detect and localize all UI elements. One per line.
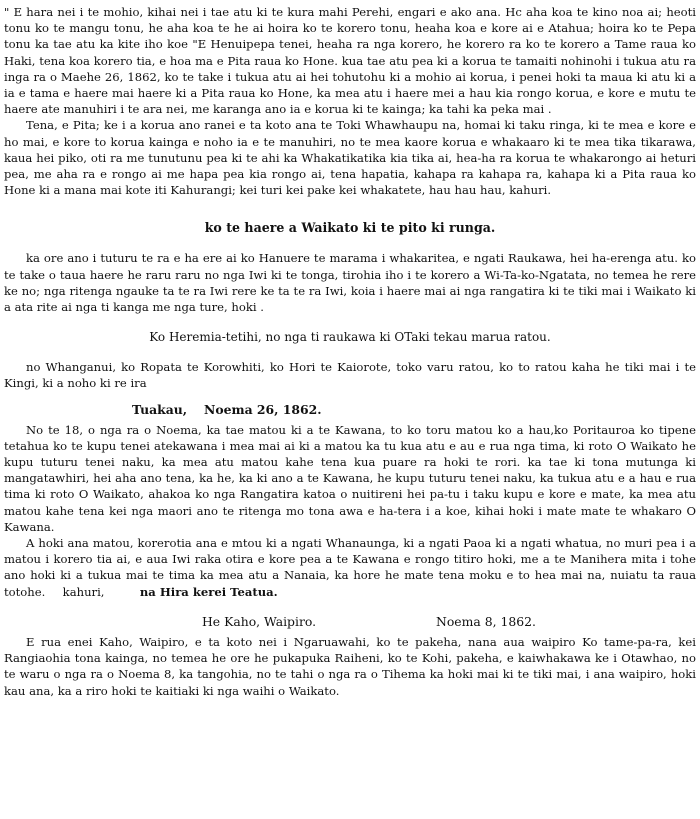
section-heading-waikato: ko te haere a Waikato ki te pito ki runga. (204, 220, 496, 236)
tuakau-closing: kahuri, (62, 584, 105, 599)
article-paragraph-1: " E hara nei i te mohio, kihai nei i tae atu ki te kura mahi Perehi, engari e ako ana. Hc aha koa te kino noa ai; heoti tonu ko te mangu tonu, he aha koa te he ai hoira ko te korero tonu, heaha koa e kore ai e Atahua; hoira ko te Pepa tonu ka tae atu ka kite iho koe "E Henuipepa tenei, heaha ra nga korero, he korero ra ko te korero a Tame raua ko Haki, tena koa korero tia, e hoa ma e Pita raua ko Hone. kua tae atu pea ki a korua te tamaiti nohinohi i tukua atu ra inga ra o Maehe 26, 1862, ko te take i tukua atu ai hei tohutohu ki a mohio ai korua, i penei hoki ta maua ki atu ki a ia e tama e haere mai haere ki a Pita raua ko Hone, ka mea atu i haere mei a hau kia rongo korua, e kore e mutu te haere ate manuhiri i te ara nei, me karanga ano ia e korua ki te kainga; ka tahi ka peka mai . (4, 5, 696, 117)
tuakau-place: Tuakau, (132, 401, 188, 417)
tuakau-paragraph-2-text: A hoki ana matou, korerotia ana e mtou ki a ngati Whanaunga, ki a ngati Paoa ki a ngati whatua, no muri pea i a matou i korero tia ai, e aua Iwi raka otira e kore pea a te Kawana e rongo titiro hoki, me a te Manihera mita i tohe ano hoki ki a tukua mai te tima ka mea atu a Nanaia, ka hore he mate tena moku e to hea mai na, nuiatu ta raua totohe. (4, 536, 696, 599)
kaho-date: Noema 8, 1862. (436, 613, 536, 629)
tuakau-dateline (4, 402, 696, 420)
tuakau-paragraph-2 (4, 535, 696, 600)
kaho-dateline (4, 614, 696, 632)
article-paragraph-2: Tena, e Pita; ke i a korua ano ranei e ta koto ana te Toki Whawhaupu na, homai ki taku ringa, ki te mea e kore e ho mai, e kore to korua kainga e noho ia e te manuhiri, no te mea kaore korua e whakaaro ki te mea tika tikarawa, kaua hei piko, oti ra me tunutunu pea ki te ahi ka Whakatikatika kia tika ai, hea-ha ra korua te whakarongo ai heturi pea, me aha ra e rongo ai me hapa pea kia rongo ai, tena hapatia, kahapa ra kahapa ra, kahapa ki a Pita raua ko Hone ki a mana mai kote iti Kahurangi; kei turi kei pake kei whakatete, hau hau hau, kahuri. (4, 118, 696, 198)
tuakau-paragraph-1: No te 18, o nga ra o Noema, ka tae matou ki a te Kawana, to ko toru matou ko a hau,ko Poritauroa ko tipene tetahua ko te kupu tenei atekawana i mea mai ai ki a matou ka tu kua atu e au e rua nga tima, ki roto O Waikato he kupu tuturu tenei naku, ka mea atu matou kahe tena kua puare ra hoki te rori. ka tae ki tona mutunga ki mangatawhiri, hei aha ano tena, ka he, ka ki ano a te Kawana, he kupu tuturu tenei naku, ka tukua atu e a hau e rua tima ki roto O Waikato, ahakoa ko nga Rangatira katoa o nuitireni hei pa-tu i taku kupu e kore e mate, ka mea atu matou kahe tena kei nga maori ano te ritenga mo tona awa e ha-tera i a koe, kihai hoki i mate mate te whakaro O Kawana. (4, 422, 696, 534)
heremia-subheading: Ko Heremia-tetihi, no nga ti raukawa ki OTaki tekau marua ratou. (149, 330, 551, 345)
tuakau-signature: na Hira kerei Teatua. (139, 584, 278, 599)
whanganui-paragraph: no Whanganui, ko Ropata te Korowhiti, ko Hori te Kaiorote, toko varu ratou, ko to ratou kaha he tiki mai i te Kingi, ki a noho ki re ira (4, 360, 696, 391)
kaho-place: He Kaho, Waipiro. (202, 613, 317, 629)
kaho-paragraph-1: E rua enei Kaho, Waipiro, e ta koto nei i Ngaruawahi, ko te pakeha, nana aua waipiro Ko tame-pa-ra, kei Rangiaohia tona kainga, no temea he ore he pukapuka Raiheni, ko te Kohi, pakeha, e kaiwhakawa ke i Otawhao, no te waru o nga ra o Noema 8, ka tangohia, no te tahi o nga ra o Tihema ka hoki mai ki te tiki mai, i ana waipiro, hoki kau ana, ka a riro hoki te kaitiaki ki nga waihi o Waikato. (4, 634, 696, 698)
tuakau-date: Noema 26, 1862. (204, 401, 322, 417)
waikato-paragraph-1: ka ore ano i tuturu te ra e ha ere ai ko Hanuere te marama i whakaritea, e ngati Raukawa, hei ha-erenga atu. ko te take o taua haere he raru raru no nga Iwi ki te tonga, tirohia iho i te korero a Wi-Ta-ko-Ngatata, no temea he rere ke no; nga ritenga ngauke ta te ra Iwi rere ke ta te ra Iwi, koia i haere mai ai nga rangatira ki te tiki mai i Waikato ki a ata rite ai nga ti kanga me nga ture, hoki . (4, 251, 696, 315)
